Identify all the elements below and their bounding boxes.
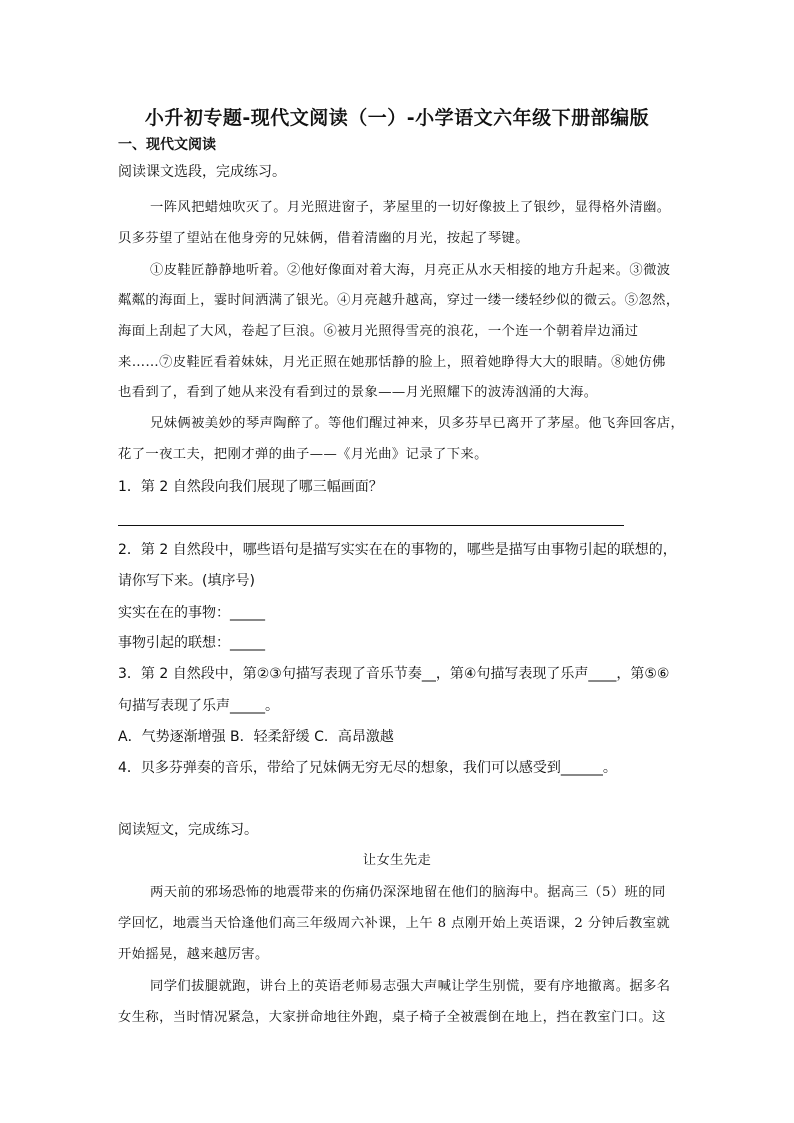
question-4: 4．贝多芬弹奏的音乐，带给了兄妹俩无穷无尽的想象，我们可以感受到______。 bbox=[118, 760, 617, 776]
article-line: 同学们拔腿就跑，讲台上的英语老师易志强大声喊让学生别慌，要有序地撤离。据多名 bbox=[150, 979, 671, 994]
passage-line: 花了一夜工夫，把刚才弹的曲子——《月光曲》记录了下来。 bbox=[118, 447, 488, 462]
passage-line: 海面上刮起了大风，卷起了巨浪。⑥被月光照得雪亮的浪花，一个连一个朝着岸边涌过 bbox=[118, 324, 639, 339]
article-title: 让女生先走 bbox=[362, 853, 432, 868]
passage-line: ①皮鞋匠静静地听着。②他好像面对着大海，月亮正从水天相接的地方升起来。③微波 bbox=[150, 263, 671, 278]
question-2-cont: 请你写下来。(填序号) bbox=[118, 573, 255, 589]
answer-line bbox=[118, 525, 624, 526]
passage-line: 来……⑦皮鞋匠看着妹妹，月光正照在她那恬静的脸上，照着她睁得大大的眼睛。⑧她仿佛 bbox=[118, 355, 666, 370]
question-2: 2．第 2 自然段中，哪些语句是描写实实在在的事物的，哪些是描写由事物引起的联想的， bbox=[118, 542, 677, 558]
article-line: 女生称，当时情况紧急，大家拼命地往外跑，桌子椅子全被震倒在地上，挡在教室门口。这 bbox=[118, 1010, 666, 1025]
section-2-intro: 阅读短文，完成练习。 bbox=[118, 822, 258, 838]
passage-line: 也看到了，看到了她从来没有看到过的景象——月光照耀下的波涛汹涌的大海。 bbox=[118, 385, 598, 400]
article-line: 学回忆，地震当天恰逢他们高三年级周六补课，上午 8 点刚开始上英语课，2 分钟后教室就 bbox=[118, 916, 671, 931]
answer-real-things: 实实在在的事物：_____ bbox=[118, 605, 265, 621]
answer-associations: 事物引起的联想：_____ bbox=[118, 635, 265, 651]
section-intro: 阅读课文选段，完成练习。 bbox=[118, 164, 286, 180]
question-3-options: A．气势逐渐增强 B．轻柔舒缓 C．高昂激越 bbox=[118, 729, 394, 745]
section-heading: 一、现代文阅读 bbox=[118, 137, 216, 153]
passage-line: 一阵风把蜡烛吹灭了。月光照进窗子，茅屋里的一切好像披上了银纱，显得格外清幽。 bbox=[150, 200, 671, 215]
passage-line: 粼粼的海面上，霎时间洒满了银光。④月亮越升越高，穿过一缕一缕轻纱似的微云。⑤忽然， bbox=[118, 293, 680, 308]
question-3: 3．第 2 自然段中，第②③句描写表现了音乐节奏__，第④句描写表现了乐声____，第⑤⑥ bbox=[118, 666, 670, 682]
article-line: 开始摇晃，越来越厉害。 bbox=[118, 947, 269, 962]
question-1: 1．第 2 自然段向我们展现了哪三幅画面？ bbox=[118, 479, 383, 495]
passage-line: 兄妹俩被美妙的琴声陶醉了。等他们醒过神来，贝多芬早已离开了茅屋。他飞奔回客店， bbox=[150, 416, 685, 431]
question-3-cont: 句描写表现了乐声_____。 bbox=[118, 698, 279, 714]
page-title: 小升初专题-现代文阅读（一）-小学语文六年级下册部编版 bbox=[144, 107, 650, 129]
article-line: 两天前的邪场恐怖的地震带来的伤痛仍深深地留在他们的脑海中。据高三（5）班的同 bbox=[150, 885, 666, 900]
passage-line: 贝多芬望了望站在他身旁的兄妹俩，借着清幽的月光，按起了琴键。 bbox=[118, 231, 529, 246]
